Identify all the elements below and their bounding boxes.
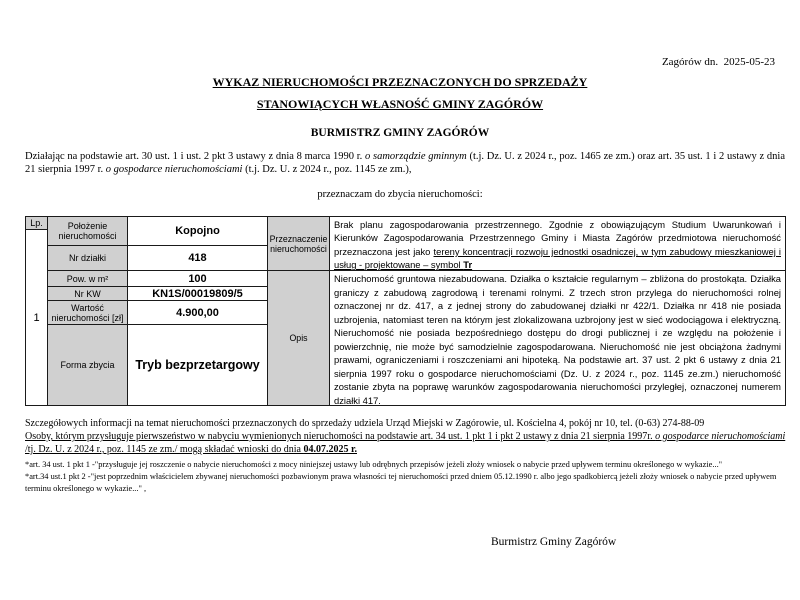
field-label-plot-number: Nr działki (48, 246, 127, 271)
field-label-location: Położenie nieruchomości (48, 217, 127, 246)
table-column-categories (268, 217, 330, 405)
field-value-value: 4.900,00 (128, 301, 267, 325)
field-label-land-register: Nr KW (48, 287, 127, 301)
document-title-line-1 (0, 75, 800, 90)
field-value-location: Kopojno (128, 217, 267, 246)
field-label-sale-form: Forma zbycia (48, 325, 127, 405)
footer-block (25, 417, 787, 456)
field-label-value: Wartość nieruchomości [zł] (48, 301, 127, 325)
description-text: Nieruchomość gruntowa niezabudowana. Działka o kształcie regularnym – zbliżona do prostokąta. Działka graniczy z zabudową zagrodową i terenami rolnymi. Z trzech stron przylega do nieruchomości rolnej oznaczonej nr dz. 417, a z jednej strony do zabudowanej działki nr 422/1. Działka nr 418 nie posiada uzbrojenia, natomiast teren na którym jest zlokalizowana uzbrojony jest w sieć wodociągowa i elektryczną. Nieruchomość nie posiada bezpośredniego dostępu do drogi publicznej i ze względu na położenie i powierzchnię, nie może być samodzielnie zagospodarowana. Nieruchomość nie jest obciążona żadnymi prawami, ograniczeniami i roszczeniami ani hipoteką. Na podstawie art. 37 ust. 2 pkt 6 ustawy z dnia 21 sierpnia 1997 roku o gospodarce nieruchomościami (Dz. U. z 2024 r., poz. 1145 ze.zm.) nieruchomość zostanie zbyta na poprawę warunków zagospodarowania nieruchomości przyległej, oznaczonej numerem działki 417. (334, 273, 781, 405)
purpose-text: Brak planu zagospodarowania przestrzennego. Zgodnie z obowiązującym Studium Uwarunkowań i Kierunków Zagospodarowania Przestrzennego Gminy i Miasta Zagórów przedmiotowa nieruchomość przeznaczona jest jako tereny koncentracji rozwoju jednostki osadniczej, w tym zabudowy mieszkaniowej i usług - projektowane – symbol Tr (330, 217, 785, 271)
field-label-area: Pow. w m² (48, 271, 127, 287)
table-column-lp (26, 217, 48, 405)
footnote-1: *art. 34 ust. 1 pkt 1 -"przysługuje jej roszczenie o nabycie nieruchomości z mocy niniejszej ustawy lub odrębnych przepisów jeżeli złoży wniosek o nabycie przed upływem terminu określonego w wykazie..." (25, 460, 723, 469)
signature-line: Burmistrz Gminy Zagórów (491, 536, 617, 548)
document-subtitle: BURMISTRZ GMINY ZAGÓRÓW (310, 127, 490, 139)
footer-info-line: Szczegółowych informacji na temat nieruchomości przeznaczonych do sprzedaży udziela Urząd Miejski w Zagórowie, ul. Kościelna 4, pokój nr 10, tel. (0-63) 274-88-09 (25, 418, 705, 429)
document-title-line-1-text: WYKAZ NIERUCHOMOŚCI PRZEZNACZONYCH DO SPRZEDAŻY (212, 75, 588, 89)
table-column-values (128, 217, 268, 405)
document-title-line-2 (0, 97, 800, 112)
table-header-lp: Lp. (26, 217, 47, 230)
purpose-label: Przeznaczenie nieruchomości (268, 217, 329, 271)
document-title-line-2-text: STANOWIĄCYCH WŁASNOŚĆ GMINY ZAGÓRÓW (256, 97, 544, 111)
proclamation-line: przeznaczam do zbycia nieruchomości: (317, 189, 483, 200)
field-value-land-register: KN1S/00019809/5 (128, 287, 267, 301)
field-value-area: 100 (128, 271, 267, 287)
footer-priority-line: Osoby, którym przysługuje pierwszeństwo w nabyciu wymienionych nieruchomości na podstawie art. 34 ust. 1 pkt 1 i pkt 2 ustawy z dnia 21 sierpnia 1997r. o gospodarce nieruchomościami /tj. Dz. U. z 2024 r., poz. 1145 ze zm./ mogą składać wnioski do dnia 04.07.2025 r. (25, 431, 786, 455)
footnote-2: *art.34 ust.1 pkt 2 -"jest poprzednim właścicielem zbywanej nieruchomości pozbawionym prawa własności tej nieruchomości przed dniem 05.12.1990 r. albo jego spadkobiercą jeżeli złoży wniosek o nabycie przed upływem terminu określonego w wykazie..." , (25, 472, 777, 493)
table-column-descriptions (330, 217, 785, 405)
field-value-plot-number: 418 (128, 246, 267, 271)
field-value-sale-form: Tryb bezprzetargowy (135, 358, 260, 372)
description-label: Opis (268, 271, 329, 405)
property-table (25, 216, 786, 406)
table-column-labels (48, 217, 128, 405)
row-number: 1 (33, 311, 40, 324)
date-line: Zagórów dn. 2025-05-23 (661, 56, 775, 68)
intro-paragraph: Działając na podstawie art. 30 ust. 1 i ust. 2 pkt 3 ustawy z dnia 8 marca 1990 r. o samorządzie gminnym (t.j. Dz. U. z 2024 r., poz. 1465 ze zm.) oraz art. 35 ust. 1 i 2 ustawy z dnia 21 sierpnia 1997 r. o gospodarce nieruchomościami (t.j. Dz. U. z 2024 r., poz. 1145 ze zm.), (25, 151, 785, 176)
footnotes-block (25, 459, 788, 495)
